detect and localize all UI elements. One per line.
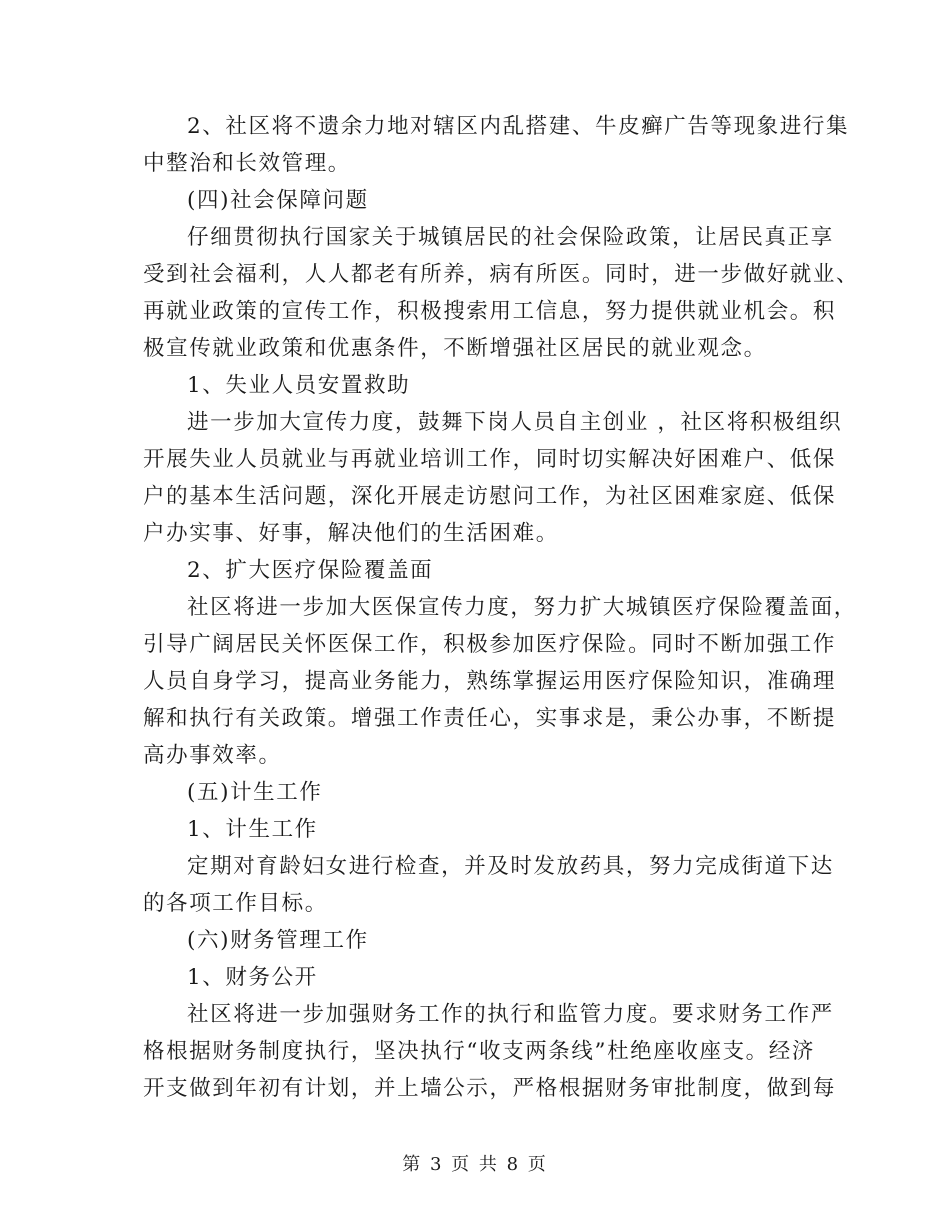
text-line: 社区将进一步加强财务工作的执行和监管力度。要求财务工作严 — [187, 1002, 834, 1027]
text-line: 1、财务公开 — [187, 965, 318, 990]
text-line: 户办实事、好事，解决他们的生活困难。 — [143, 521, 559, 546]
text-line: 引导广阔居民关怀医保工作，积极参加医疗保险。同时不断加强工作 — [143, 632, 837, 657]
text-line: 极宣传就业政策和优惠条件，不断增强社区居民的就业观念。 — [143, 336, 767, 361]
text-line: 社区将进一步加大医保宣传力度，努力扩大城镇医疗保险覆盖面， — [187, 595, 857, 620]
text-line: 高办事效率。 — [143, 743, 282, 768]
text-line: 开支做到年初有计划，并上墙公示，严格根据财务审批制度，做到每 — [143, 1076, 837, 1101]
text-line: (六)财务管理工作 — [187, 928, 369, 953]
text-line: 受到社会福利，人人都老有所养，病有所医。同时，进一步做好就业、 — [143, 262, 860, 287]
text-line: (五)计生工作 — [187, 780, 323, 805]
text-line: 人员自身学习，提高业务能力，熟练掌握运用医疗保险知识，准确理 — [143, 669, 837, 694]
text-line: 中整治和长效管理。 — [143, 151, 351, 176]
text-line: (四)社会保障问题 — [187, 188, 369, 213]
text-line: 再就业政策的宣传工作，积极搜索用工信息，努力提供就业机会。积 — [143, 299, 837, 324]
text-line: 的各项工作目标。 — [143, 891, 328, 916]
text-line: 定期对育龄妇女进行检查，并及时发放药具，努力完成街道下达 — [187, 854, 834, 879]
document-body — [143, 108, 860, 1107]
page-number-footer: 第 3 页 共 8 页 — [402, 1154, 548, 1175]
text-line: 开展失业人员就业与再就业培训工作，同时切实解决好困难户、低保 — [143, 447, 837, 472]
text-line: 格根据财务制度执行，坚决执行“收支两条线”杜绝座收座支。经济 — [143, 1039, 815, 1064]
text-line: 1、失业人员安置救助 — [187, 373, 411, 398]
text-line: 仔细贯彻执行国家关于城镇居民的社会保险政策，让居民真正享 — [187, 225, 834, 250]
text-line: 2、社区将不遗余力地对辖区内乱搭建、牛皮癣广告等现象进行集 — [187, 114, 850, 139]
text-line: 1、计生工作 — [187, 817, 318, 842]
text-line: 进一步加大宣传力度，鼓舞下岗人员自主创业 ，社区将积极组织 — [187, 410, 843, 435]
text-line: 户的基本生活问题，深化开展走访慰问工作，为社区困难家庭、低保 — [143, 484, 837, 509]
text-line: 解和执行有关政策。增强工作责任心，实事求是，秉公办事，不断提 — [143, 706, 837, 731]
text-line: 2、扩大医疗保险覆盖面 — [187, 558, 434, 583]
